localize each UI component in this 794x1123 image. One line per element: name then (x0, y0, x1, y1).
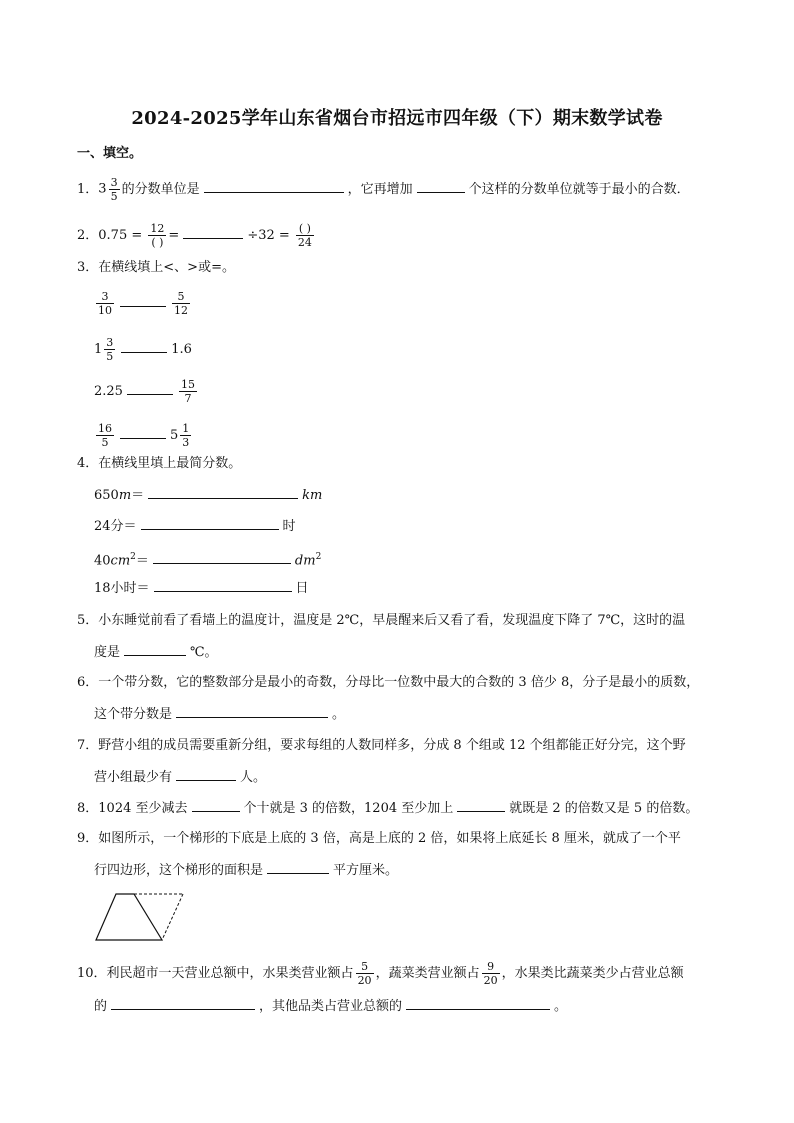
question-10: 10．利民超市一天营业总额中，水果类营业额占 $\frac{5}{20}$ ，蔬菜类营业额占 $\frac{9}{20}$ ，水果类比蔬菜类少占营业总额 (77, 960, 684, 987)
compare-item: $\frac{16}{5}$ 5 $\frac{1}{3}$ (98, 422, 190, 449)
question-7: 7．野营小组的成员需要重新分组，要求每组的人数同样多，分成 8 个组或 12 个组都能正好分完，这个野 (77, 738, 686, 753)
mixed-number: 3 $\frac{3}{5}$ (98, 176, 118, 203)
compare-item: $\frac{3}{10}$ $\frac{5}{12}$ (98, 290, 188, 317)
question-5-line-2: 度是 ℃。 (94, 642, 218, 663)
page-title: 2024-2025学年山东省烟台市招远市四年级（下）期末数学试卷 (131, 108, 663, 129)
answer-blank[interactable] (120, 293, 166, 307)
answer-blank[interactable] (204, 179, 344, 193)
answer-blank[interactable] (267, 860, 329, 874)
convert-item: 24分＝ 时 (94, 516, 296, 537)
answer-blank[interactable] (183, 225, 243, 239)
convert-item: 18小时＝ 日 (94, 578, 309, 599)
trapezoid-figure (94, 890, 186, 942)
answer-blank[interactable] (154, 578, 292, 592)
question-6: 6．一个带分数，它的整数部分是最小的奇数，分母比一位数中最大的合数的 3 倍少 8，分子是最小的质数， (77, 675, 700, 690)
answer-blank[interactable] (141, 516, 279, 530)
answer-blank[interactable] (176, 704, 328, 718)
convert-item: $40cm^2= dm^2$ (94, 552, 322, 569)
question-8: 8．1024 至少减去 个十就是 3 的倍数，1204 至少加上 就既是 2 的倍数又是 5 的倍数。 (77, 798, 698, 819)
convert-item: 650m＝ km (94, 485, 322, 506)
question-2: 2．0.75 = $\frac{12}{( )}$ = ÷32 = $\frac{( )}{24}$ (77, 222, 312, 249)
question-6-line-2: 这个带分数是 。 (94, 704, 345, 725)
question-10-line-2: 的 ，其他品类占营业总额的 。 (94, 996, 567, 1017)
answer-blank[interactable] (406, 996, 550, 1010)
answer-blank[interactable] (417, 179, 465, 193)
compare-item: 2.25 $\frac{15}{7}$ (94, 378, 195, 405)
question-7-line-2: 营小组最少有 人。 (94, 767, 266, 788)
answer-blank[interactable] (176, 767, 236, 781)
answer-blank[interactable] (457, 798, 505, 812)
question-1: 1．3 $\frac{3}{5}$ 的分数单位是 ，它再增加 个这样的分数单位就等于最小的合数． (77, 176, 690, 203)
answer-blank[interactable] (111, 996, 255, 1010)
answer-blank[interactable] (153, 550, 291, 564)
answer-blank[interactable] (124, 642, 186, 656)
answer-blank[interactable] (127, 381, 173, 395)
answer-blank[interactable] (121, 339, 167, 353)
answer-blank[interactable] (120, 425, 166, 439)
answer-blank[interactable] (148, 485, 298, 499)
question-3: 3．在横线填上<、>或=。 (77, 260, 235, 275)
section-heading: 一、填空。 (77, 146, 143, 161)
compare-item: 1 $\frac{3}{5}$ 1.6 (94, 336, 192, 363)
question-4: 4．在横线里填上最简分数。 (77, 456, 242, 471)
answer-blank[interactable] (192, 798, 240, 812)
question-9-line-2: 行四边形，这个梯形的面积是 平方厘米。 (94, 860, 398, 881)
question-9: 9．如图所示，一个梯形的下底是上底的 3 倍，高是上底的 2 倍，如果将上底延长 8 厘米，就成了一个平 (77, 831, 681, 846)
question-5: 5．小东睡觉前看了看墙上的温度计，温度是 2℃，早晨醒来后又看了看，发现温度下降了 7℃，这时的温 (77, 613, 686, 628)
